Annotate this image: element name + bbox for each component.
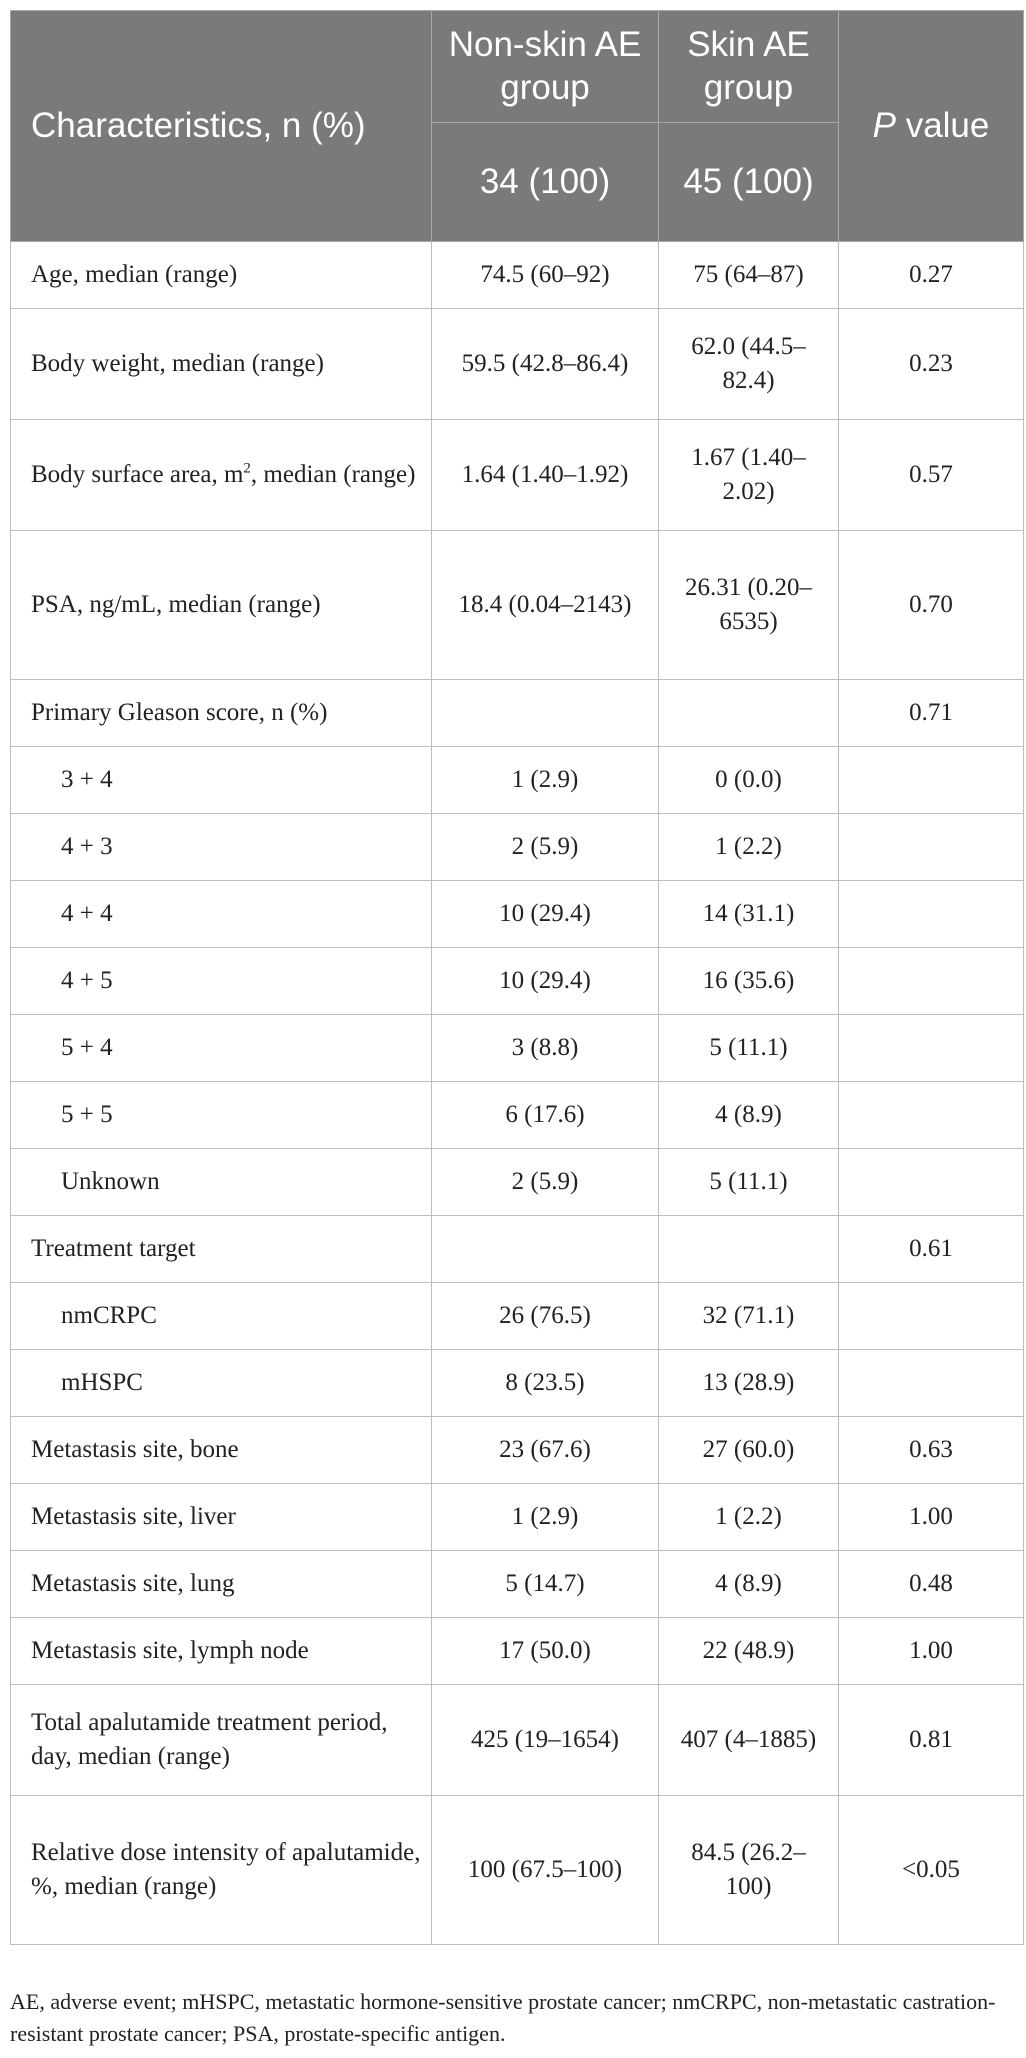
row-label: Total apalutamide treatment period, day, median (range) — [11, 1685, 432, 1796]
skin-value: 26.31 (0.20–6535) — [659, 531, 839, 680]
p-value — [839, 1283, 1024, 1350]
header-skin-n: 45 (100) — [659, 123, 839, 242]
table-row — [11, 531, 1024, 680]
p-value: 0.27 — [839, 242, 1024, 309]
non-skin-value: 26 (76.5) — [432, 1283, 659, 1350]
row-label: 4 + 3 — [11, 814, 432, 881]
table-row — [11, 1417, 1024, 1484]
p-value — [839, 1082, 1024, 1149]
table-row — [11, 747, 1024, 814]
skin-value: 84.5 (26.2–100) — [659, 1796, 839, 1945]
row-label: 5 + 4 — [11, 1015, 432, 1082]
non-skin-value: 2 (5.9) — [432, 814, 659, 881]
p-value: 0.57 — [839, 420, 1024, 531]
skin-value: 4 (8.9) — [659, 1082, 839, 1149]
row-label: PSA, ng/mL, median (range) — [11, 531, 432, 680]
superscript: 2 — [243, 460, 251, 477]
table-row — [11, 1484, 1024, 1551]
skin-value: 14 (31.1) — [659, 881, 839, 948]
p-value: 0.23 — [839, 309, 1024, 420]
skin-value — [659, 1216, 839, 1283]
skin-value: 75 (64–87) — [659, 242, 839, 309]
p-value: 0.61 — [839, 1216, 1024, 1283]
non-skin-value: 2 (5.9) — [432, 1149, 659, 1216]
skin-value: 32 (71.1) — [659, 1283, 839, 1350]
table-row — [11, 1149, 1024, 1216]
header-characteristics: Characteristics, n (%) — [11, 11, 432, 242]
header-row-top — [11, 11, 1024, 123]
row-label: Primary Gleason score, n (%) — [11, 680, 432, 747]
table-row — [11, 1551, 1024, 1618]
label-part: Body surface area, m — [31, 461, 244, 489]
table-row — [11, 420, 1024, 531]
label-line: Relative dose intensity of apalutamide, — [31, 1839, 421, 1867]
row-label: Age, median (range) — [11, 242, 432, 309]
p-value-italic: P — [872, 105, 896, 145]
skin-value: 407 (4–1885) — [659, 1685, 839, 1796]
table-row — [11, 309, 1024, 420]
header-non-skin-ae-group: Non-skin AE group — [432, 11, 659, 123]
table-row — [11, 1283, 1024, 1350]
table-row — [11, 1216, 1024, 1283]
p-value — [839, 1350, 1024, 1417]
p-value: 1.00 — [839, 1618, 1024, 1685]
non-skin-value: 8 (23.5) — [432, 1350, 659, 1417]
skin-value: 1.67 (1.40–2.02) — [659, 420, 839, 531]
p-value: 0.71 — [839, 680, 1024, 747]
row-label: 5 + 5 — [11, 1082, 432, 1149]
row-label: Metastasis site, lung — [11, 1551, 432, 1618]
non-skin-value: 17 (50.0) — [432, 1618, 659, 1685]
table-container — [10, 10, 1023, 1945]
non-skin-value: 10 (29.4) — [432, 948, 659, 1015]
skin-value: 13 (28.9) — [659, 1350, 839, 1417]
non-skin-value: 10 (29.4) — [432, 881, 659, 948]
row-label — [11, 420, 432, 531]
row-label: Treatment target — [11, 1216, 432, 1283]
p-value: 0.48 — [839, 1551, 1024, 1618]
row-label: mHSPC — [11, 1350, 432, 1417]
table-row — [11, 680, 1024, 747]
non-skin-value: 1 (2.9) — [432, 747, 659, 814]
row-label: 3 + 4 — [11, 747, 432, 814]
p-value-rest: value — [895, 105, 990, 145]
p-value — [839, 948, 1024, 1015]
table-row — [11, 1015, 1024, 1082]
label-part: , median (range) — [250, 461, 416, 489]
table-row — [11, 1685, 1024, 1796]
header-p-value — [839, 11, 1024, 242]
p-value — [839, 814, 1024, 881]
table-footnote: AE, adverse event; mHSPC, metastatic hormone-sensitive prostate cancer; nmCRPC, non-metastatic castration-resistant prostate cancer; PSA, prostate-specific antigen. — [10, 1989, 996, 2046]
row-label: Unknown — [11, 1149, 432, 1216]
header-non-skin-n: 34 (100) — [432, 123, 659, 242]
table-row — [11, 1618, 1024, 1685]
skin-value: 16 (35.6) — [659, 948, 839, 1015]
row-label: 4 + 4 — [11, 881, 432, 948]
skin-value: 5 (11.1) — [659, 1149, 839, 1216]
non-skin-value: 18.4 (0.04–2143) — [432, 531, 659, 680]
p-value: 0.70 — [839, 531, 1024, 680]
label-line: %, median (range) — [31, 1873, 217, 1900]
non-skin-value: 1.64 (1.40–1.92) — [432, 420, 659, 531]
header-skin-ae-group: Skin AE group — [659, 11, 839, 123]
skin-value: 22 (48.9) — [659, 1618, 839, 1685]
non-skin-value: 5 (14.7) — [432, 1551, 659, 1618]
table-row — [11, 242, 1024, 309]
skin-value — [659, 680, 839, 747]
row-label — [11, 1796, 432, 1945]
p-value — [839, 1149, 1024, 1216]
non-skin-value: 1 (2.9) — [432, 1484, 659, 1551]
skin-value: 5 (11.1) — [659, 1015, 839, 1082]
non-skin-value: 425 (19–1654) — [432, 1685, 659, 1796]
skin-value: 1 (2.2) — [659, 1484, 839, 1551]
p-value: 1.00 — [839, 1484, 1024, 1551]
skin-value: 4 (8.9) — [659, 1551, 839, 1618]
row-label: Metastasis site, lymph node — [11, 1618, 432, 1685]
p-value: 0.63 — [839, 1417, 1024, 1484]
row-label: Metastasis site, bone — [11, 1417, 432, 1484]
table-row — [11, 1350, 1024, 1417]
p-value — [839, 881, 1024, 948]
non-skin-value: 74.5 (60–92) — [432, 242, 659, 309]
characteristics-table — [10, 10, 1024, 1945]
skin-value: 62.0 (44.5–82.4) — [659, 309, 839, 420]
non-skin-value: 100 (67.5–100) — [432, 1796, 659, 1945]
table-row — [11, 814, 1024, 881]
non-skin-value: 3 (8.8) — [432, 1015, 659, 1082]
table-row — [11, 1796, 1024, 1945]
non-skin-value: 23 (67.6) — [432, 1417, 659, 1484]
p-value — [839, 747, 1024, 814]
non-skin-value — [432, 680, 659, 747]
row-label: 4 + 5 — [11, 948, 432, 1015]
table-row — [11, 881, 1024, 948]
table-row — [11, 948, 1024, 1015]
table-row — [11, 1082, 1024, 1149]
skin-value: 1 (2.2) — [659, 814, 839, 881]
skin-value: 27 (60.0) — [659, 1417, 839, 1484]
row-label: nmCRPC — [11, 1283, 432, 1350]
row-label: Metastasis site, liver — [11, 1484, 432, 1551]
non-skin-value — [432, 1216, 659, 1283]
skin-value: 0 (0.0) — [659, 747, 839, 814]
p-value — [839, 1015, 1024, 1082]
non-skin-value: 59.5 (42.8–86.4) — [432, 309, 659, 420]
row-label: Body weight, median (range) — [11, 309, 432, 420]
p-value: 0.81 — [839, 1685, 1024, 1796]
p-value: <0.05 — [839, 1796, 1024, 1945]
non-skin-value: 6 (17.6) — [432, 1082, 659, 1149]
